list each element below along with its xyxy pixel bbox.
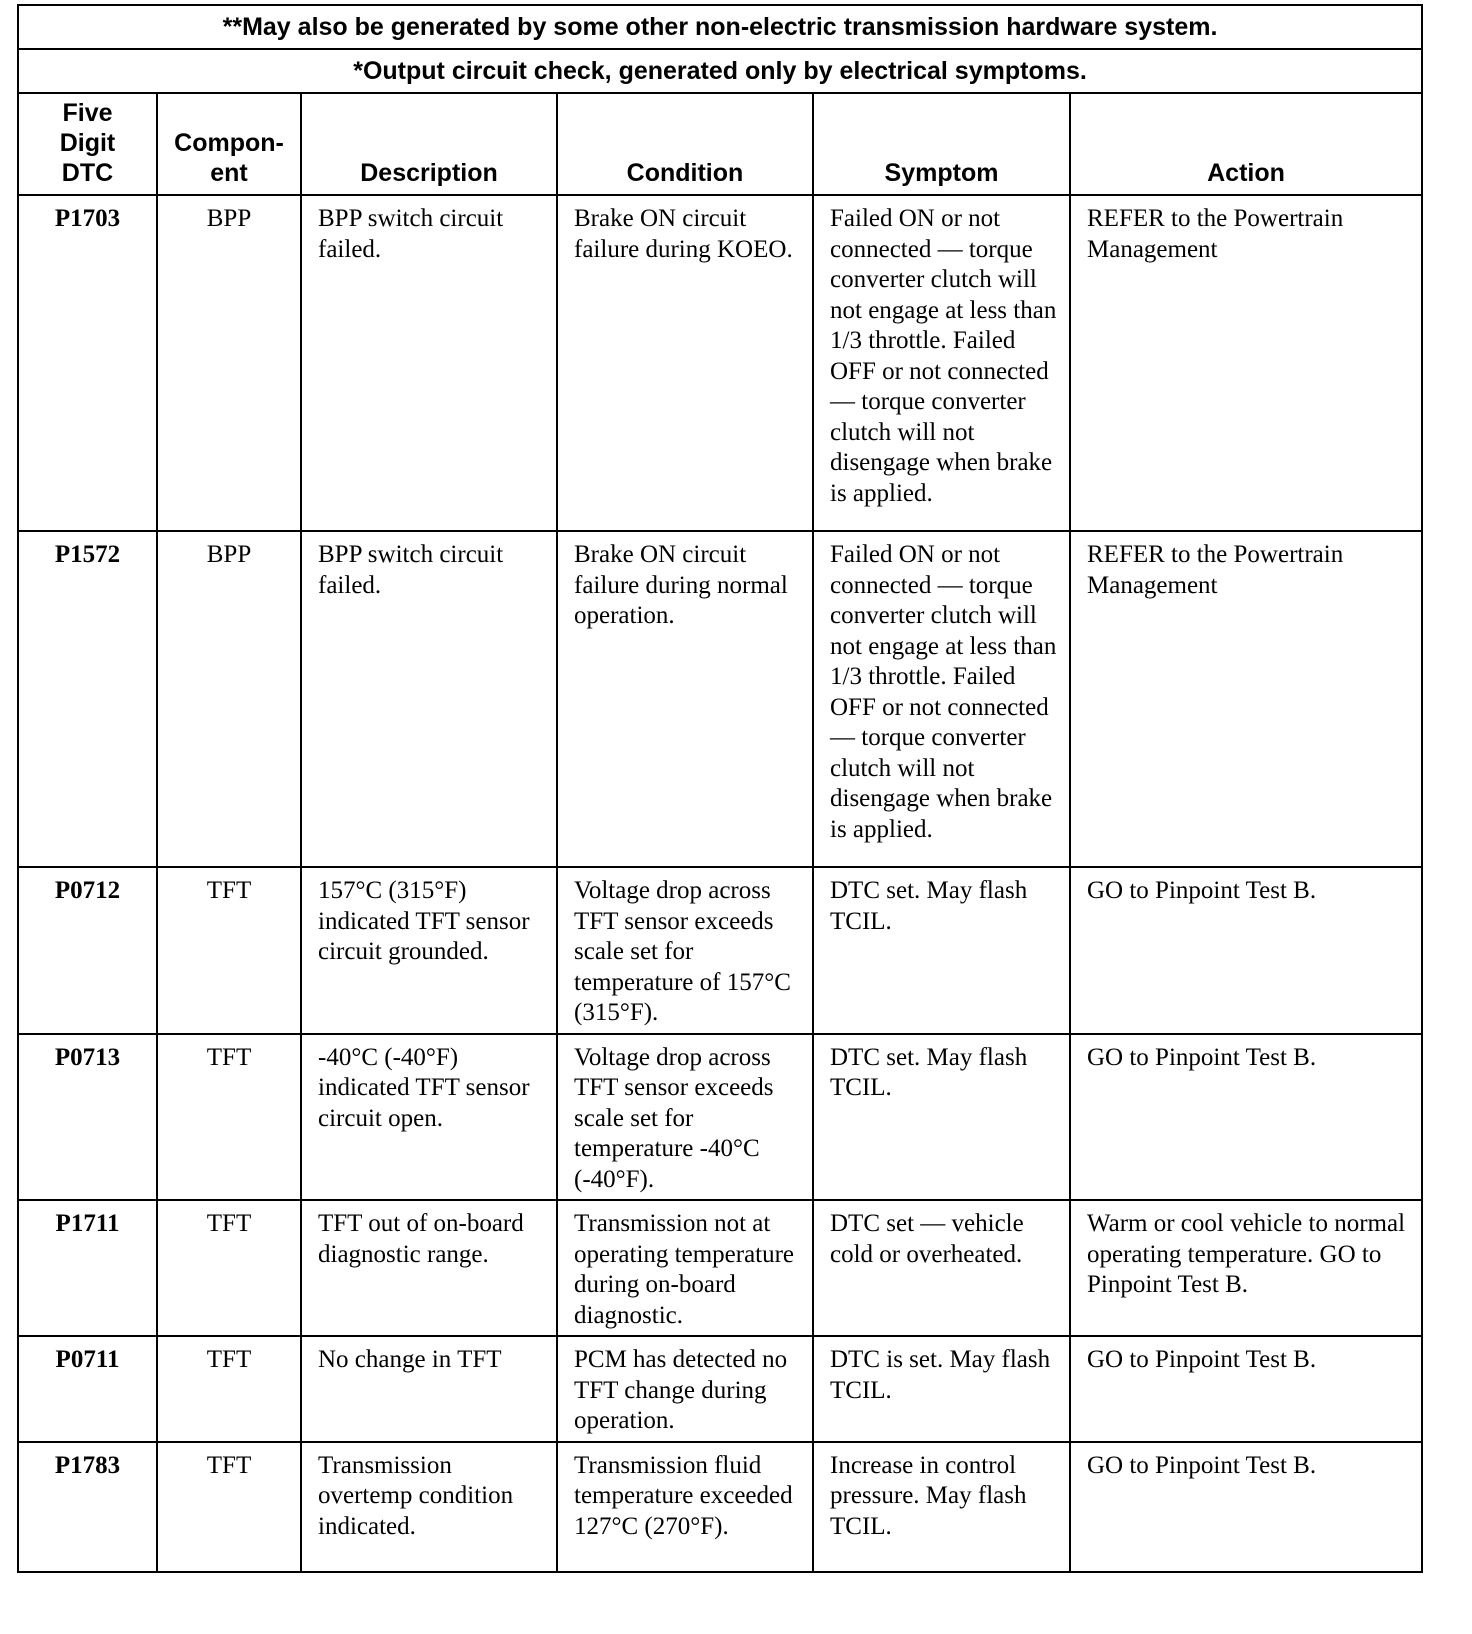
- symptom: DTC set. May flash TCIL.: [813, 1034, 1070, 1201]
- note-non-electric: **May also be generated by some other non-electric transmission hardware system.: [18, 5, 1422, 49]
- header-action: Action: [1070, 93, 1422, 195]
- symptom: Failed ON or not connected — torque converter clutch will not engage at less than 1/3 throttle. Failed OFF or not connected — torque converter clutch will not disengage when brake is applied.: [813, 195, 1070, 531]
- action: Warm or cool vehicle to normal operating temperature. GO to Pinpoint Test B.: [1070, 1200, 1422, 1336]
- action: GO to Pinpoint Test B.: [1070, 1034, 1422, 1201]
- table-row: [18, 1034, 1422, 1201]
- condition: Transmission fluid temperature exceeded 127°C (270°F).: [557, 1442, 813, 1572]
- header-dtc: [18, 93, 157, 195]
- component: TFT: [157, 1200, 301, 1336]
- symptom: DTC set. May flash TCIL.: [813, 867, 1070, 1034]
- table-row: [18, 195, 1422, 531]
- dtc-table-page: [17, 4, 1421, 1573]
- note-row: [18, 5, 1422, 49]
- action: REFER to the Powertrain Management: [1070, 531, 1422, 867]
- header-condition: Condition: [557, 93, 813, 195]
- table-row: [18, 1200, 1422, 1336]
- condition: Brake ON circuit failure during normal operation.: [557, 531, 813, 867]
- dtc-code: P1703: [18, 195, 157, 531]
- component: BPP: [157, 531, 301, 867]
- note-output-circuit: *Output circuit check, generated only by electrical symptoms.: [18, 49, 1422, 93]
- description: BPP switch circuit failed.: [301, 531, 557, 867]
- symptom: DTC is set. May flash TCIL.: [813, 1336, 1070, 1442]
- description: 157°C (315°F) indicated TFT sensor circuit grounded.: [301, 867, 557, 1034]
- condition: Transmission not at operating temperature during on-board diagnostic.: [557, 1200, 813, 1336]
- table-row: [18, 1336, 1422, 1442]
- table-row: [18, 531, 1422, 867]
- note-row: [18, 49, 1422, 93]
- action: GO to Pinpoint Test B.: [1070, 1336, 1422, 1442]
- description: Transmission overtemp condition indicated.: [301, 1442, 557, 1572]
- component: TFT: [157, 1336, 301, 1442]
- condition: PCM has detected no TFT change during operation.: [557, 1336, 813, 1442]
- dtc-code: P1711: [18, 1200, 157, 1336]
- table-row: [18, 1442, 1422, 1572]
- action: GO to Pinpoint Test B.: [1070, 1442, 1422, 1572]
- header-description: Description: [301, 93, 557, 195]
- dtc-table: [17, 4, 1423, 1573]
- header-symptom: Symptom: [813, 93, 1070, 195]
- dtc-code: P0711: [18, 1336, 157, 1442]
- description: TFT out of on-board diagnostic range.: [301, 1200, 557, 1336]
- table-row: [18, 867, 1422, 1034]
- dtc-code: P0712: [18, 867, 157, 1034]
- header-component-text: Compon- ent: [174, 129, 284, 187]
- dtc-code: P1783: [18, 1442, 157, 1572]
- condition: Brake ON circuit failure during KOEO.: [557, 195, 813, 531]
- component: TFT: [157, 1442, 301, 1572]
- symptom: Increase in control pressure. May flash TCIL.: [813, 1442, 1070, 1572]
- header-dtc-text: Five Digit DTC: [59, 99, 116, 187]
- header-component: [157, 93, 301, 195]
- condition: Voltage drop across TFT sensor exceeds scale set for temperature -40°C (-40°F).: [557, 1034, 813, 1201]
- symptom: Failed ON or not connected — torque converter clutch will not engage at less than 1/3 throttle. Failed OFF or not connected — torque converter clutch will not disengage when brake is applied.: [813, 531, 1070, 867]
- component: TFT: [157, 867, 301, 1034]
- dtc-code: P0713: [18, 1034, 157, 1201]
- component: BPP: [157, 195, 301, 531]
- action: REFER to the Powertrain Management: [1070, 195, 1422, 531]
- component: TFT: [157, 1034, 301, 1201]
- dtc-code: P1572: [18, 531, 157, 867]
- description: BPP switch circuit failed.: [301, 195, 557, 531]
- description: -40°C (-40°F) indicated TFT sensor circuit open.: [301, 1034, 557, 1201]
- symptom: DTC set — vehicle cold or overheated.: [813, 1200, 1070, 1336]
- header-row: [18, 93, 1422, 195]
- condition: Voltage drop across TFT sensor exceeds scale set for temperature of 157°C (315°F).: [557, 867, 813, 1034]
- action: GO to Pinpoint Test B.: [1070, 867, 1422, 1034]
- description: No change in TFT: [301, 1336, 557, 1442]
